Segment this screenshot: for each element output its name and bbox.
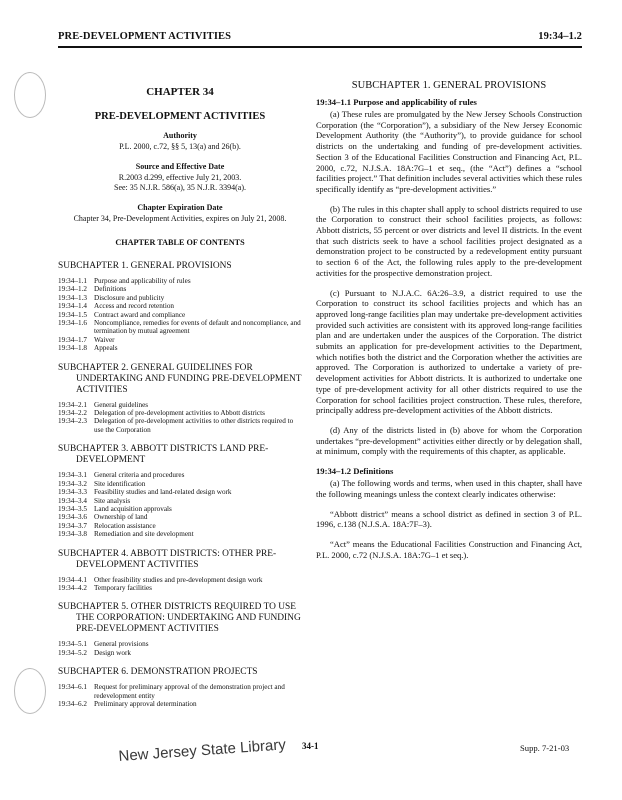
toc-entry-title: Design work bbox=[94, 648, 131, 657]
toc-entry bbox=[58, 277, 302, 285]
toc-entry bbox=[58, 401, 302, 409]
toc-entry-number: 19:34–2.1 bbox=[58, 400, 87, 409]
toc-entry bbox=[58, 302, 302, 310]
toc-entry bbox=[58, 471, 302, 479]
toc-entry bbox=[58, 409, 302, 417]
toc-entry bbox=[58, 336, 302, 344]
toc-entry-number: 19:34–3.6 bbox=[58, 513, 87, 522]
page-number: 34-1 bbox=[302, 741, 319, 751]
toc-entry-number: 19:34–1.1 bbox=[58, 277, 87, 285]
toc-entry-number: 19:34–3.8 bbox=[58, 530, 87, 539]
subchapter-heading: SUBCHAPTER 1. GENERAL PROVISIONS bbox=[351, 80, 547, 91]
toc-subchapter-title: SUBCHAPTER 1. GENERAL PROVISIONS bbox=[58, 261, 232, 271]
toc-entry-number: 19:34–1.4 bbox=[58, 302, 87, 311]
library-stamp: New Jersey State Library bbox=[118, 736, 287, 765]
toc-entry-number: 19:34–1.5 bbox=[58, 310, 87, 319]
toc-entry-number: 19:34–5.2 bbox=[58, 648, 87, 657]
toc-entry bbox=[58, 576, 302, 584]
header-title: PRE-DEVELOPMENT ACTIVITIES bbox=[58, 31, 232, 42]
toc-entry-number: 19:34–2.2 bbox=[58, 409, 87, 418]
toc-subchapter-title: SUBCHAPTER 6. DEMONSTRATION PROJECTS bbox=[58, 667, 258, 678]
toc-entry-title: Delegation of pre-development activities to Abbott districts bbox=[94, 409, 265, 418]
toc-section-list bbox=[58, 401, 302, 435]
toc-entry bbox=[58, 584, 302, 592]
source-label: Source and Effective Date bbox=[135, 162, 225, 171]
table-of-contents bbox=[58, 261, 302, 708]
toc-section-list bbox=[58, 277, 302, 353]
toc-entry-title: Relocation assistance bbox=[94, 521, 156, 530]
binder-hole-top bbox=[14, 72, 46, 118]
toc-entry-title: Remediation and site development bbox=[94, 530, 194, 539]
left-column bbox=[58, 86, 302, 718]
toc-heading: CHAPTER TABLE OF CONTENTS bbox=[115, 238, 245, 247]
toc-entry bbox=[58, 649, 302, 657]
toc-entry-title: Access and record retention bbox=[94, 302, 175, 311]
toc-entry-title: Disclosure and publicity bbox=[94, 293, 165, 302]
toc-entry bbox=[58, 522, 302, 530]
toc-entry-number: 19:34–3.7 bbox=[58, 521, 87, 530]
toc-entry-title: Contract award and compliance bbox=[94, 310, 186, 319]
chapter-title: CHAPTER 34 bbox=[146, 86, 214, 98]
toc-entry-title: Appeals bbox=[94, 344, 118, 353]
toc-entry bbox=[58, 417, 302, 434]
toc-entry bbox=[58, 311, 302, 319]
expiration-text: Chapter 34, Pre-Development Activities, expires on July 21, 2008. bbox=[73, 214, 287, 223]
toc-entry bbox=[58, 640, 302, 648]
header-section-number: 19:34–1.2 bbox=[538, 31, 582, 42]
expiration-label: Chapter Expiration Date bbox=[137, 203, 223, 212]
toc-entry-number: 19:34–3.2 bbox=[58, 479, 87, 488]
binder-hole-bottom bbox=[14, 668, 46, 714]
toc-entry bbox=[58, 700, 302, 708]
toc-entry-number: 19:34–2.3 bbox=[58, 417, 87, 426]
toc-entry-title: Land acquisition approvals bbox=[94, 504, 172, 513]
toc-entry-title: Preliminary approval determination bbox=[94, 699, 197, 708]
toc-entry-title: General criteria and procedures bbox=[94, 471, 185, 480]
toc-entry-number: 19:34–1.3 bbox=[58, 293, 87, 302]
toc-subchapter-title: SUBCHAPTER 2. GENERAL GUIDELINES FOR UNDERTAKING AND FUNDING PRE-DEVELOPMENT ACTIVITIES bbox=[58, 362, 302, 395]
toc-entry-number: 19:34–3.5 bbox=[58, 504, 87, 513]
toc-entry bbox=[58, 294, 302, 302]
paragraph-b: (b) The rules in this chapter shall apply to school districts required to use the Corporation to construct their school facilities projects, as follows: Abbott districts, 55 percent or over districts and level II districts. In the event that such districts seek to have a school facilities project designated as a demonstration project to be constructed by a redevelopment entity pursuant to section 6 of the Act, the following rules apply to the pre-development activities for the prospective demonstration project. bbox=[316, 203, 582, 278]
toc-entry bbox=[58, 497, 302, 505]
toc-entry-title: Purpose and applicability of rules bbox=[94, 277, 191, 285]
authority-label: Authority bbox=[163, 131, 197, 140]
section-heading-1-1: 19:34–1.1 Purpose and applicability of rules bbox=[316, 97, 477, 107]
toc-entry-title: Waiver bbox=[94, 335, 115, 344]
toc-entry-title: General guidelines bbox=[94, 400, 149, 409]
toc-entry-number: 19:34–1.2 bbox=[58, 285, 87, 294]
toc-entry-title: Feasibility studies and land-related design work bbox=[94, 488, 232, 497]
toc-entry bbox=[58, 285, 302, 293]
toc-entry-title: Site analysis bbox=[94, 496, 131, 505]
toc-entry-title: General provisions bbox=[94, 640, 149, 649]
paragraph-d: (d) Any of the districts listed in (b) above for whom the Corporation undertakes “pre-development” activities either directly or by delegation shall, at minimum, comply with the requirements of this chapter, as applicable. bbox=[316, 424, 582, 457]
toc-entry-number: 19:34–3.1 bbox=[58, 471, 87, 480]
toc-entry-title: Site identification bbox=[94, 479, 146, 488]
supplement-date: Supp. 7-21-03 bbox=[520, 743, 570, 753]
chapter-name: PRE-DEVELOPMENT ACTIVITIES bbox=[94, 111, 266, 122]
right-column bbox=[316, 80, 582, 569]
toc-section-list bbox=[58, 471, 302, 538]
definition-act: “Act” means the Educational Facilities Construction and Financing Act, P.L. 2000, c.72 (N.J.S.A. 18A:7G–1 et seq.). bbox=[316, 538, 582, 560]
toc-subchapter-title: SUBCHAPTER 5. OTHER DISTRICTS REQUIRED TO USE THE CORPORATION: UNDERTAKING AND FUNDING PRE-DEVELOPMENT ACTIVITIES bbox=[58, 602, 301, 635]
toc-entry-number: 19:34–4.1 bbox=[58, 575, 87, 584]
toc-entry bbox=[58, 488, 302, 496]
toc-section-list bbox=[58, 683, 302, 708]
toc-entry-title: Other feasibility studies and pre-development design work bbox=[94, 575, 263, 584]
paragraph-a: (a) These rules are promulgated by the New Jersey Schools Construction Corporation (the “Corporation”), a subsidiary of the New Jersey Economic Development Authority (the “Authority”), to provide guidance for school districts on the undertaking and funding of pre-development activities. Section 3 of the Educational Facilities Construction and Financing Act, P.L. 2000, c.72, N.J.S.A. 18A:7G–1 et seq., (the “Act”) defines a “school facilities project.” That definition includes several activities which these rules specifically identify as “pre-development activities.” bbox=[316, 109, 582, 194]
toc-subchapter-title: SUBCHAPTER 3. ABBOTT DISTRICTS LAND PRE-DEVELOPMENT bbox=[58, 444, 269, 466]
toc-entry-title: Delegation of pre-development activities to other districts required to use the Corporation bbox=[94, 417, 294, 434]
toc-subchapter-title: SUBCHAPTER 4. ABBOTT DISTRICTS: OTHER PRE-DEVELOPMENT ACTIVITIES bbox=[58, 548, 277, 570]
authority-text: P.L. 2000, c.72, §§ 5, 13(a) and 26(b). bbox=[119, 142, 241, 151]
toc-entry bbox=[58, 505, 302, 513]
toc-entry bbox=[58, 530, 302, 538]
running-header bbox=[58, 30, 582, 48]
toc-entry-title: Request for preliminary approval of the demonstration project and redevelopment entity bbox=[94, 683, 285, 700]
toc-entry-number: 19:34–1.8 bbox=[58, 344, 87, 353]
toc-section-list bbox=[58, 640, 302, 657]
toc-entry bbox=[58, 683, 302, 700]
toc-entry-number: 19:34–5.1 bbox=[58, 640, 87, 649]
toc-entry-title: Definitions bbox=[94, 285, 127, 294]
source-line-2: See: 35 N.J.R. 586(a), 35 N.J.R. 3394(a). bbox=[114, 183, 246, 192]
toc-entry-title: Temporary facilities bbox=[94, 583, 152, 592]
toc-section-list bbox=[58, 576, 302, 593]
toc-entry-number: 19:34–4.2 bbox=[58, 583, 87, 592]
definition-abbott-district: “Abbott district” means a school district as defined in section 3 of P.L. 1996, c.138 (N.J.S.A. 18A:7F–3). bbox=[316, 508, 582, 530]
toc-entry-number: 19:34–3.3 bbox=[58, 488, 87, 497]
section-heading-1-2: 19:34–1.2 Definitions bbox=[316, 466, 394, 477]
toc-entry bbox=[58, 513, 302, 521]
toc-entry-title: Ownership of land bbox=[94, 513, 148, 522]
toc-entry-number: 19:34–3.4 bbox=[58, 496, 87, 505]
paragraph-c: (c) Pursuant to N.J.A.C. 6A:26–3.9, a district required to use the Corporation to construct its school facilities projects and which has an approved long-range facilities plan may undertake pre-development activities provided such activities are consistent with its approved long-range facilities plan and are undertaken under the auspices of the Corporation. The district submits an application for pre-development activities to the Department, which notifies both the district and the Corporation whether the activities are approved. The Corporation is authorized to undertake a variety of pre-development activities for Abbott districts. It is authorized to undertake one type of pre-development activity for all other districts required to use the Corporation for school facilities project construction. These rules, therefore, principally address pre-development activities of the Abbott districts. bbox=[316, 287, 582, 416]
toc-entry bbox=[58, 319, 302, 336]
toc-entry-number: 19:34–6.1 bbox=[58, 683, 87, 692]
toc-entry-number: 19:34–6.2 bbox=[58, 699, 87, 708]
toc-entry-title: Noncompliance, remedies for events of default and noncompliance, and termination by mutual agreement bbox=[94, 319, 301, 336]
toc-entry-number: 19:34–1.7 bbox=[58, 335, 87, 344]
toc-entry bbox=[58, 480, 302, 488]
toc-entry-number: 19:34–1.6 bbox=[58, 319, 87, 328]
definitions-intro: (a) The following words and terms, when used in this chapter, shall have the following meanings unless the context clearly indicates otherwise: bbox=[316, 478, 582, 499]
source-line-1: R.2003 d.299, effective July 21, 2003. bbox=[118, 173, 242, 182]
toc-entry bbox=[58, 344, 302, 352]
